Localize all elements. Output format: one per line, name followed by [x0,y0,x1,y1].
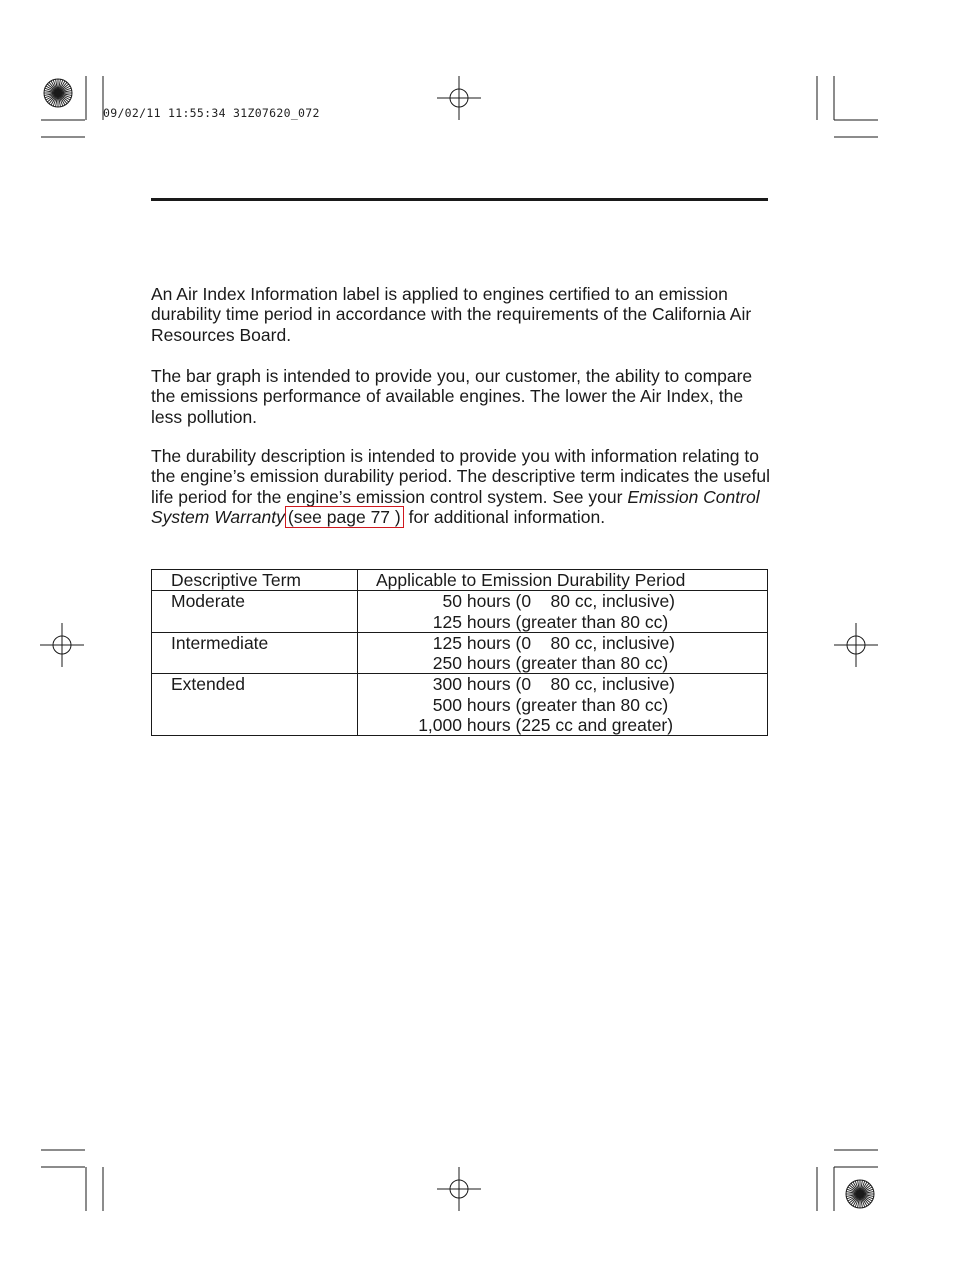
period-line [376,653,767,673]
period-cell [358,674,768,736]
hours-value: 125 [432,632,462,653]
term-cell: Intermediate [152,632,358,674]
paragraph-durability [151,446,771,527]
period-line [376,695,767,715]
table-row [152,674,768,736]
period-detail: hours (0 80 cc, inclusive) [462,632,675,653]
hours-value: 500 [432,694,462,715]
crosshair-icon [437,76,481,120]
crosshair-icon [437,1167,481,1211]
period-detail: hours (0 80 cc, inclusive) [462,674,675,695]
period-cell [358,591,768,633]
period-detail: hours (0 80 cc, inclusive) [462,591,675,612]
term-cell: Extended [152,674,358,736]
paragraph-durability-end: for additional information. [403,506,606,527]
crosshair-icon [834,623,878,667]
period-line [376,674,767,694]
table-row [152,591,768,633]
period-line [376,612,767,632]
paragraph-air-index-label: An Air Index Information label is applied to engines certified to an emission durability time period in accordance with the requirements of the California Air Resources Board. [151,284,752,345]
period-cell [358,632,768,674]
period-detail: hours (greater than 80 cc) [462,611,669,632]
hours-value: 1,000 [418,715,462,736]
period-detail: hours (greater than 80 cc) [462,694,669,715]
paragraph-bar-graph: The bar graph is intended to provide you, our customer, the ability to compare the emissions performance of available engines. The lower the Air Index, the less pollution. [151,366,753,427]
period-line [376,633,767,653]
hours-value: 125 [432,611,462,632]
see-page-link[interactable]: (see page 77 ) [285,506,404,528]
warranty-title: Emission Control System Warranty [151,486,760,527]
period-line [376,591,767,611]
term-cell: Moderate [152,591,358,633]
header-descriptive-term: Descriptive Term [152,570,358,591]
period-detail: hours (225 cc and greater) [462,715,674,736]
hours-value: 50 [442,591,462,612]
section-divider [151,198,768,201]
table-header-row [152,570,768,591]
paragraph-durability-text: The durability description is intended to provide you with information relating to the engine’s emission durability period. The descriptive term indicates the useful life period for the engine’s emission control system. See your [151,446,770,507]
durability-table [151,569,768,736]
registration-starburst-icon [846,1180,874,1208]
period-line [376,715,767,735]
hours-value: 300 [432,674,462,695]
table-row [152,632,768,674]
period-detail: hours (greater than 80 cc) [462,653,669,674]
registration-starburst-icon [44,79,72,107]
print-timestamp: 09/02/11 11:55:34 31Z07620_072 [103,106,320,120]
header-durability-period: Applicable to Emission Durability Period [358,570,768,591]
crosshair-icon [40,623,84,667]
hours-value: 250 [432,653,462,674]
